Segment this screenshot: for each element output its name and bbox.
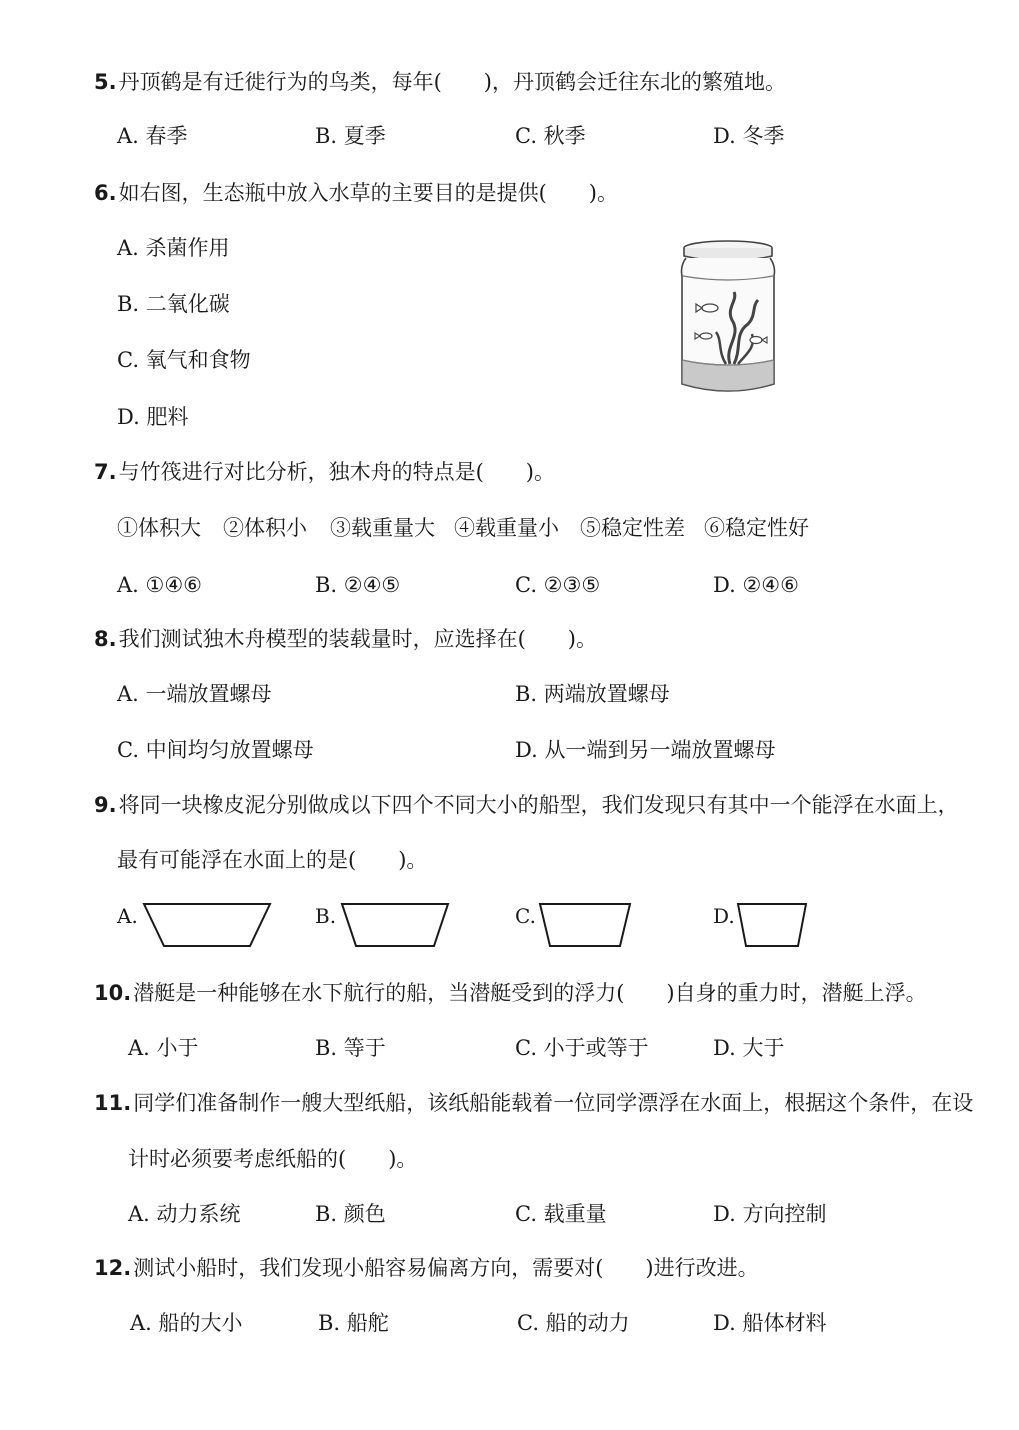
q5-option-d[interactable]: D. 冬季 bbox=[713, 124, 785, 148]
question-stem: 潜艇是一种能够在水下航行的船，当潜艇受到的浮力( )自身的重力时，潜艇上浮。 bbox=[133, 981, 927, 1005]
question-10 bbox=[94, 981, 927, 1005]
q8-option-c[interactable]: C. 中间均匀放置螺母 bbox=[117, 738, 314, 762]
q5-option-b[interactable]: B. 夏季 bbox=[315, 124, 386, 148]
q12-option-a[interactable]: A. 船的大小 bbox=[130, 1311, 243, 1335]
question-stem-line-2: 最有可能浮在水面上的是( )。 bbox=[117, 848, 428, 872]
boat-shape-c bbox=[538, 902, 632, 948]
q12-option-d[interactable]: D. 船体材料 bbox=[713, 1311, 827, 1335]
question-stem: 测试小船时，我们发现小船容易偏离方向，需要对( )进行改进。 bbox=[133, 1256, 759, 1280]
question-stem: 同学们准备制作一艘大型纸船，该纸船能载着一位同学漂浮在水面上，根据这个条件，在设 bbox=[133, 1091, 974, 1115]
question-stem: 我们测试独木舟模型的装载量时，应选择在( )。 bbox=[118, 627, 597, 651]
question-stem: 丹顶鹤是有迁徙行为的鸟类，每年( )，丹顶鹤会迁往东北的繁殖地。 bbox=[118, 70, 786, 94]
q6-option-c[interactable]: C. 氧气和食物 bbox=[117, 348, 251, 372]
q12-option-b[interactable]: B. 船舵 bbox=[318, 1311, 389, 1335]
question-number: 11. bbox=[94, 1091, 132, 1115]
question-12 bbox=[94, 1256, 759, 1280]
boat-shape-a bbox=[142, 902, 272, 948]
boat-shape-b bbox=[340, 902, 450, 948]
q10-option-c[interactable]: C. 小于或等于 bbox=[515, 1036, 649, 1060]
q11-option-d[interactable]: D. 方向控制 bbox=[713, 1202, 827, 1226]
question-number: 7. bbox=[94, 460, 117, 484]
question-number: 5. bbox=[94, 70, 117, 94]
q7-feature-2: ②体积小 bbox=[223, 516, 307, 540]
q6-option-a[interactable]: A. 杀菌作用 bbox=[117, 236, 230, 260]
q7-option-d[interactable]: D. ②④⑥ bbox=[713, 573, 799, 597]
question-number: 12. bbox=[94, 1256, 132, 1280]
q7-feature-1: ①体积大 bbox=[117, 516, 201, 540]
question-number: 9. bbox=[94, 793, 117, 817]
q11-option-a[interactable]: A. 动力系统 bbox=[128, 1202, 241, 1226]
q10-option-a[interactable]: A. 小于 bbox=[128, 1036, 199, 1060]
q9-option-d[interactable]: D. bbox=[713, 904, 735, 928]
q6-option-b[interactable]: B. 二氧化碳 bbox=[117, 292, 230, 316]
question-number: 10. bbox=[94, 981, 132, 1005]
q7-option-a[interactable]: A. ①④⑥ bbox=[117, 573, 202, 597]
q7-option-b[interactable]: B. ②④⑤ bbox=[315, 573, 401, 597]
q7-feature-4: ④载重量小 bbox=[454, 516, 559, 540]
q7-feature-5: ⑤稳定性差 bbox=[580, 516, 685, 540]
q11-option-b[interactable]: B. 颜色 bbox=[315, 1202, 386, 1226]
question-6 bbox=[94, 181, 618, 205]
q8-option-d[interactable]: D. 从一端到另一端放置螺母 bbox=[515, 738, 776, 762]
question-11 bbox=[94, 1091, 973, 1115]
q9-option-b[interactable]: B. bbox=[315, 904, 337, 928]
q8-option-b[interactable]: B. 两端放置螺母 bbox=[515, 682, 670, 706]
q9-option-a[interactable]: A. bbox=[117, 904, 138, 928]
question-number: 6. bbox=[94, 181, 117, 205]
question-stem-line-2: 计时必须要考虑纸船的( )。 bbox=[128, 1147, 418, 1171]
q8-option-a[interactable]: A. 一端放置螺母 bbox=[117, 682, 272, 706]
q12-option-c[interactable]: C. 船的动力 bbox=[517, 1311, 630, 1335]
q5-option-c[interactable]: C. 秋季 bbox=[515, 124, 586, 148]
q5-option-a[interactable]: A. 春季 bbox=[117, 124, 188, 148]
q7-feature-6: ⑥稳定性好 bbox=[704, 516, 809, 540]
boat-shape-d bbox=[736, 902, 808, 948]
question-stem: 与竹筏进行对比分析，独木舟的特点是( )。 bbox=[118, 460, 555, 484]
question-stem: 将同一块橡皮泥分别做成以下四个不同大小的船型，我们发现只有其中一个能浮在水面上， bbox=[118, 793, 959, 817]
q11-option-c[interactable]: C. 载重量 bbox=[515, 1202, 607, 1226]
question-stem: 如右图，生态瓶中放入水草的主要目的是提供( )。 bbox=[118, 181, 618, 205]
q7-feature-3: ③载重量大 bbox=[330, 516, 435, 540]
question-7 bbox=[94, 460, 555, 484]
question-9 bbox=[94, 793, 959, 817]
question-8 bbox=[94, 627, 597, 651]
eco-bottle-illustration bbox=[672, 236, 784, 400]
q7-option-c[interactable]: C. ②③⑤ bbox=[515, 573, 601, 597]
q10-option-b[interactable]: B. 等于 bbox=[315, 1036, 386, 1060]
question-5 bbox=[94, 70, 786, 94]
q10-option-d[interactable]: D. 大于 bbox=[713, 1036, 785, 1060]
q9-option-c[interactable]: C. bbox=[515, 904, 536, 928]
question-number: 8. bbox=[94, 627, 117, 651]
q6-option-d[interactable]: D. 肥料 bbox=[117, 405, 189, 429]
